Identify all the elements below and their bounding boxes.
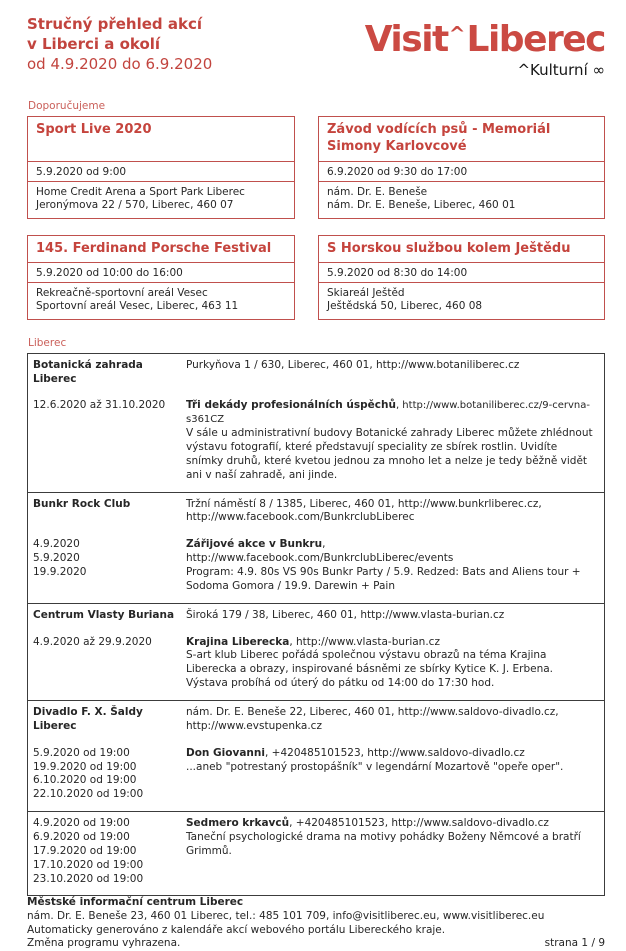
- venue-line: [28, 498, 604, 526]
- event-box-date: 5.9.2020 od 8:30 do 14:00: [319, 263, 604, 283]
- title-line-1: Stručný přehled akcí: [27, 15, 203, 33]
- footer-contact-line: nám. Dr. E. Beneše 23, 460 01 Liberec, tel.: 485 101 709, info@visitliberec.eu, www.visitliberec.eu: [27, 910, 545, 923]
- event-description: ...aneb "potrestaný prostopášník" v legendární Mozartově "opeře oper".: [186, 760, 564, 773]
- event-title-suffix: , http://www.facebook.com/BunkrclubLiberec/events: [186, 538, 454, 565]
- event-description: S-art klub Liberec pořádá společnou výstavu obrazů na téma Krajina Liberecka a obrazy, inspirované básněmi ze sbírky Kytice K. J. Erbena. Výstava probíhá od úterý do pátku od 14:00 do 17:30 hod.: [186, 649, 554, 690]
- date-item: 4.9.2020 od 19:00: [33, 817, 130, 830]
- event-entry: [28, 636, 604, 691]
- event-dates: [28, 817, 186, 886]
- table-row-sedmero-krkavcu: [28, 811, 604, 895]
- event-box-venue: [319, 182, 604, 218]
- date-item: 22.10.2020 od 19:00: [33, 788, 144, 801]
- date-item: 23.10.2020 od 19:00: [33, 872, 144, 885]
- venue-address: nám. Dr. E. Beneše 22, Liberec, 460 01, http://www.saldovo-divadlo.cz, http://www.evstupenka.cz: [186, 705, 559, 732]
- event-title: Don Giovanni: [186, 746, 265, 759]
- venue-line: [28, 706, 604, 734]
- footer-disclaimer: Změna programu vyhrazena.: [27, 937, 181, 950]
- table-row-botanicka-zahrada: [28, 354, 604, 492]
- venue-line-1: Skiareál Ještěd: [327, 286, 405, 299]
- recommended-label: Doporučujeme: [28, 100, 106, 112]
- event-title-line: [186, 399, 596, 427]
- event-title: Sedmero krkavců: [186, 817, 290, 830]
- event-dates: [28, 747, 186, 802]
- event-title: Zářijové akce v Bunkru: [186, 538, 323, 551]
- header: [27, 14, 605, 79]
- date-item: 5.9.2020 od 19:00: [33, 746, 130, 759]
- venue-address: Tržní náměstí 8 / 1385, Liberec, 460 01, http://www.bunkrliberec.cz, http://www.facebook.com/BunkrclubLiberec: [186, 497, 542, 524]
- logo-word-visit: Visit: [364, 19, 448, 60]
- venue-name: Bunkr Rock Club: [33, 497, 131, 510]
- date-item: 4.9.2020: [33, 538, 80, 551]
- event-details: [186, 817, 604, 886]
- event-details: [186, 399, 604, 482]
- event-box-venue: [28, 182, 294, 218]
- venue-name: Centrum Vlasty Buriana: [33, 608, 175, 621]
- recommended-boxes: [27, 116, 605, 320]
- venue-line-1: Home Credit Arena a Sport Park Liberec: [36, 186, 245, 198]
- date-item: 19.9.2020 od 19:00: [33, 760, 137, 773]
- visit-liberec-logo: [364, 19, 605, 79]
- venue-line: [28, 359, 604, 387]
- event-dates: [28, 538, 186, 593]
- venue-address: Purkyňova 1 / 630, Liberec, 460 01, http://www.botaniliberec.cz: [186, 358, 520, 371]
- event-details: [186, 747, 604, 802]
- event-entry: [28, 817, 604, 886]
- venue-line: [28, 609, 604, 623]
- footer-last-line: [27, 937, 605, 951]
- event-entry: [28, 538, 604, 593]
- event-title-suffix: , http://www.vlasta-burian.cz: [289, 635, 440, 648]
- liberec-label: Liberec: [28, 336, 67, 349]
- event-title-suffix: , +420485101523, http://www.saldovo-divadlo.cz: [264, 746, 525, 759]
- event-details: [186, 538, 604, 593]
- table-row-bunkr-rock-club: [28, 492, 604, 603]
- date-item: 5.9.2020: [33, 552, 80, 565]
- footer: [27, 896, 605, 951]
- events-table: [27, 353, 605, 897]
- date-item: 6.10.2020 od 19:00: [33, 774, 137, 787]
- event-box-horska-sluzba: [318, 235, 605, 320]
- event-title-line: [186, 747, 596, 761]
- event-title-line: [186, 636, 596, 650]
- date-item: 19.9.2020: [33, 565, 87, 578]
- event-dates: [28, 636, 186, 691]
- footer-generated-line: Automaticky generováno z kalendáře akcí webového portálu Libereckého kraje.: [27, 923, 446, 936]
- event-box-porsche-festival: [27, 235, 295, 320]
- event-box-date: 5.9.2020 od 9:00: [28, 162, 294, 182]
- logo-wordmark: [364, 19, 605, 60]
- venue-line-1: nám. Dr. E. Beneše: [327, 186, 428, 198]
- event-box-title: S Horskou službou kolem Ještědu: [319, 236, 604, 263]
- venue-line-2: Jeronýmova 22 / 570, Liberec, 460 07: [36, 199, 234, 212]
- logo-word-liberec: Liberec: [466, 19, 605, 60]
- event-details: [186, 636, 604, 691]
- venue-address: Široká 179 / 38, Liberec, 460 01, http://www.vlasta-burian.cz: [186, 608, 505, 621]
- event-box-venue: [319, 283, 604, 319]
- title-line-3: od 4.9.2020 do 6.9.2020: [27, 55, 213, 74]
- footer-org-name: Městské informační centrum Liberec: [27, 896, 244, 909]
- event-box-venue: [28, 283, 294, 319]
- event-title-suffix: , http://www.botaniliberec.cz/9-cervna-s361CZ: [186, 400, 590, 426]
- date-item: 17.9.2020 od 19:00: [33, 844, 137, 857]
- title-line-2: v Liberci a okolí: [27, 35, 161, 54]
- event-box-date: 5.9.2020 od 10:00 do 16:00: [28, 263, 294, 283]
- table-row-divadlo-saldy: [28, 700, 604, 811]
- event-title: Krajina Liberecka: [186, 635, 290, 648]
- page-number: strana 1 / 9: [544, 937, 605, 950]
- event-title-line: [186, 538, 596, 566]
- venue-line-1: Rekreačně-sportovní areál Vesec: [36, 286, 208, 299]
- venue-name: Botanická zahrada Liberec: [33, 358, 143, 385]
- event-entry: [28, 747, 604, 802]
- event-description: Taneční psychologické drama na motivy pohádky Boženy Němcové a bratří Grimmů.: [186, 830, 581, 857]
- venue-line-2: Ještědská 50, Liberec, 460 08: [327, 300, 483, 313]
- recommended-section: [27, 100, 605, 320]
- event-description: Program: 4.9. 80s VS 90s Bunkr Party / 5.9. Redzed: Bats and Aliens tour + Sodoma Gomora / 19.9. Darewin + Pain: [186, 565, 581, 592]
- event-title-suffix: , +420485101523, http://www.saldovo-divadlo.cz: [289, 817, 549, 830]
- event-description: V sále u administrativní budovy Botanické zahrady Liberec můžete zhlédnout výstavu fotografií, které představují speciality ze sbírek rostlin. Uvidíte snímky druhů, které kvetou jednou za mnoho let a nelze je tedy běžně vidět ani v naší zahradě, ani jinde.: [186, 427, 593, 481]
- venue-line-2: nám. Dr. E. Beneše, Liberec, 460 01: [327, 199, 516, 212]
- venue-name: Divadlo F. X. Šaldy Liberec: [33, 705, 143, 732]
- table-row-centrum-vlasty-buriana: [28, 603, 604, 700]
- event-box-date: 6.9.2020 od 9:30 do 17:00: [319, 162, 604, 182]
- logo-subtitle: ^Kulturní ∞: [517, 61, 605, 79]
- document-title: [27, 14, 212, 74]
- event-box-title: Sport Live 2020: [28, 117, 294, 162]
- caret-icon: ^: [448, 22, 466, 46]
- venue-line-2: Sportovní areál Vesec, Liberec, 463 11: [36, 300, 239, 313]
- date-item: 12.6.2020 až 31.10.2020: [33, 399, 166, 412]
- event-dates: [28, 399, 186, 482]
- date-item: 17.10.2020 od 19:00: [33, 858, 144, 871]
- event-title-line: [186, 817, 596, 831]
- event-box-title: Závod vodících psů - Memoriál Simony Karlovcové: [319, 117, 604, 162]
- date-item: 6.9.2020 od 19:00: [33, 830, 130, 843]
- liberec-section: [27, 337, 605, 897]
- date-item: 4.9.2020 až 29.9.2020: [33, 635, 152, 648]
- event-entry: [28, 399, 604, 482]
- event-box-sport-live: [27, 116, 295, 219]
- event-box-zavod-psu: [318, 116, 605, 219]
- event-box-title: 145. Ferdinand Porsche Festival: [28, 236, 294, 263]
- event-title: Tři dekády profesionálních úspěchů: [186, 399, 396, 412]
